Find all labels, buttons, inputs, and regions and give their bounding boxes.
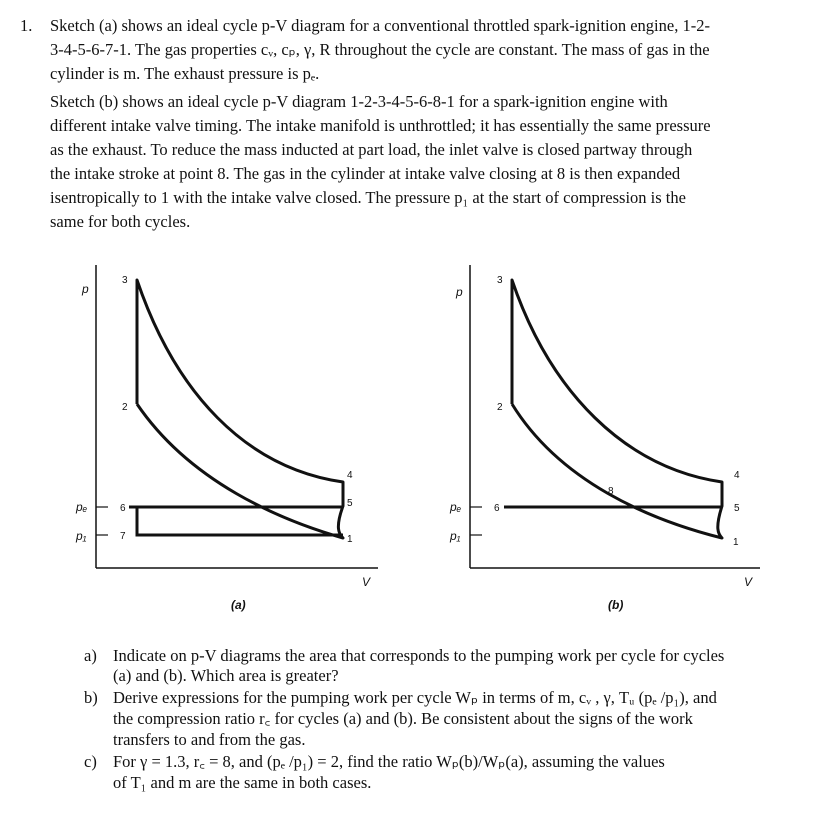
question-b-line: transfers to and from the gas. <box>113 730 306 749</box>
problem-line: same for both cycles. <box>50 212 191 231</box>
question-c-line: of T₁ and m are the same in both cases. <box>113 773 372 792</box>
p1-label: p₁ <box>450 529 461 543</box>
question-b-letter: b) <box>84 688 98 707</box>
caption-a: (a) <box>231 598 246 612</box>
question-b-line: the compression ratio r꜀ for cycles (a) and (b). Be consistent about the signs of the work <box>113 709 693 728</box>
question-c-line: For γ = 1.3, r꜀ = 8, and (pₑ /p₁) = 2, find the ratio Wₚ(b)/Wₚ(a), assuming the values <box>113 752 665 771</box>
point-6-label: 6 <box>494 503 500 514</box>
problem-line: Sketch (a) shows an ideal cycle p-V diagram for a conventional throttled spark-ignition engine, 1-2- <box>50 16 710 35</box>
x-axis-label: V <box>744 575 753 589</box>
pe-label: pₑ <box>450 500 462 514</box>
point-4-label: 4 <box>347 470 353 481</box>
p1-label: p₁ <box>76 529 87 543</box>
cycle-path <box>137 280 343 538</box>
diagram-a <box>75 265 378 612</box>
problem-number: 1. <box>20 16 33 35</box>
point-3-label: 3 <box>497 275 503 286</box>
question-a-line: (a) and (b). Which area is greater? <box>113 666 339 685</box>
y-axis-label: p <box>456 285 463 299</box>
point-3-label: 3 <box>122 275 128 286</box>
question-c-letter: c) <box>84 752 97 771</box>
point-1-label: 1 <box>733 537 739 548</box>
problem-line: Sketch (b) shows an ideal cycle p-V diagram 1-2-3-4-5-6-8-1 for a spark-ignition engine with <box>50 92 668 111</box>
point-6-label: 6 <box>120 503 126 514</box>
cycle-path <box>512 280 722 538</box>
caption-b: (b) <box>608 598 624 612</box>
question-b-line: Derive expressions for the pumping work per cycle Wₚ in terms of m, cᵥ , γ, Tᵤ (pₑ /p₁), and <box>113 688 717 707</box>
pe-label: pₑ <box>76 500 88 514</box>
problem-line: isentropically to 1 with the intake valve closed. The pressure p₁ at the start of compression is the <box>50 188 686 207</box>
point-8-label: 8 <box>608 486 614 497</box>
point-5-label: 5 <box>734 503 740 514</box>
point-4-label: 4 <box>734 470 740 481</box>
question-a-line: Indicate on p-V diagrams the area that corresponds to the pumping work per cycle for cycles <box>113 646 725 665</box>
question-a-letter: a) <box>84 646 97 665</box>
point-1-label: 1 <box>347 534 353 545</box>
point-7-label: 7 <box>120 531 126 542</box>
y-axis-label: p <box>82 282 89 296</box>
diagram-b <box>449 265 760 612</box>
problem-line: 3-4-5-6-7-1. The gas properties cᵥ, cₚ, γ, R throughout the cycle are constant. The mass of gas in the <box>50 40 710 59</box>
problem-line: cylinder is m. The exhaust pressure is pₑ. <box>50 64 320 83</box>
point-5-label: 5 <box>347 498 353 509</box>
point-2-label: 2 <box>497 402 503 413</box>
x-axis-label: V <box>362 575 371 589</box>
point-2-label: 2 <box>122 402 128 413</box>
problem-line: the intake stroke at point 8. The gas in the cylinder at intake valve closing at 8 is then expanded <box>50 164 681 183</box>
pumping-loop <box>129 507 343 535</box>
problem-line: different intake valve timing. The intake manifold is unthrottled; it has essentially the same pressure <box>50 116 711 135</box>
problem-line: as the exhaust. To reduce the mass inducted at part load, the inlet valve is closed partway through <box>50 140 693 159</box>
